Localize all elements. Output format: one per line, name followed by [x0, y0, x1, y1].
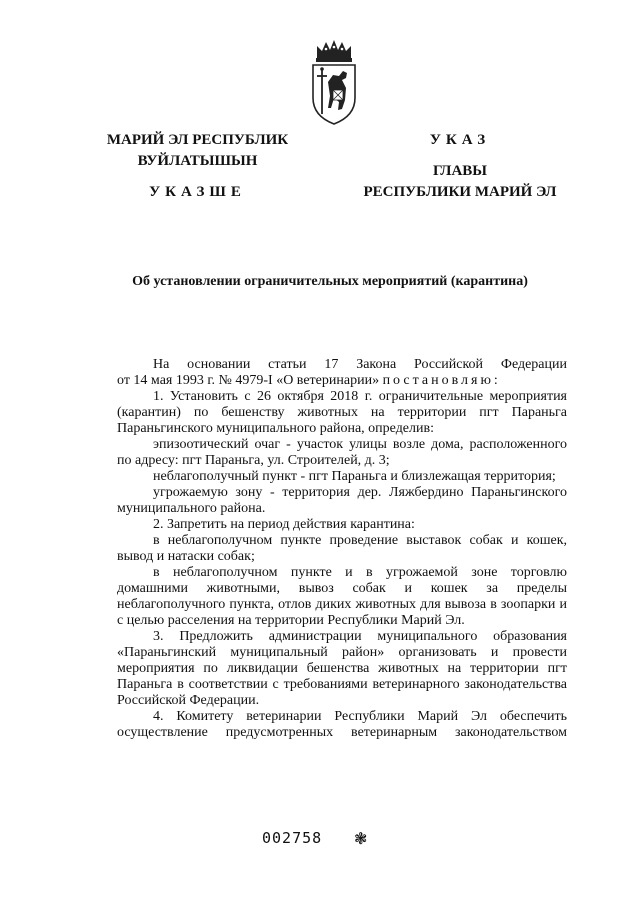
header-left-line1: МАРИЙ ЭЛ РЕСПУБЛИК [106, 132, 289, 148]
header-right-block [360, 130, 560, 203]
paragraph [117, 373, 567, 389]
paragraph: в неблагополучном пункте проведение выставок собак и кошек, вывод и натаски собак; [117, 533, 567, 564]
paragraph: 2. Запретить на период действия карантина: [153, 517, 415, 532]
paragraph: 4. Комитету ветеринарии Республики Марий Эл обеспечить осуществление предусмотренных ветеринарным законодательством [117, 709, 567, 740]
document-body [117, 357, 567, 741]
paragraph-text: от 14 мая 1993 г. № 4979-I «О ветеринарии» [117, 373, 380, 388]
header-left-decree: УКАЗШЕ [149, 184, 246, 200]
paragraph: На основании статьи 17 Закона Российской Федерации [153, 357, 567, 372]
header-left-line2: ВУЙЛАТЫШЫН [137, 153, 258, 169]
coat-of-arms-emblem [309, 38, 359, 126]
paragraph: в неблагополучном пункте и в угрожаемой зоне торговлю домашними животными, вывоз собак и кошек за пределы неблагополучного пункта, отлов диких животных для вывоза в зоопарки и с целью расселения на территории Республики Марий Эл. [117, 565, 567, 628]
header-left-block [100, 130, 295, 203]
header-right-line2: ГЛАВЫ [432, 163, 488, 179]
paragraph: эпизоотический очаг - участок улицы возле дома, расположенного по адресу: пгт Параньга, ул. Строителей, д. 3; [117, 437, 567, 468]
document-number: 002758 [262, 829, 323, 847]
paragraph: угрожаемую зону - территория дер. Ляжбердино Параньгинского муниципального района. [117, 485, 567, 516]
header-right-decree: УКАЗ [429, 132, 491, 148]
resolve-word: постановляю: [382, 373, 501, 388]
paragraph: неблагополучный пункт - пгт Параньга и близлежащая территория; [153, 469, 556, 484]
paragraph: 3. Предложить администрации муниципального образования «Параньгинский муниципальный район» организовать и провести мероприятия по ликвидации бешенства животных на территории пгт Параньга в соответствии с требованиями ветеринарного законодательства Российской Федерации. [117, 629, 567, 708]
header-right-line3: РЕСПУБЛИКИ МАРИЙ ЭЛ [363, 184, 557, 200]
ornament-mark: ❃ [354, 831, 368, 848]
paragraph: 1. Установить с 26 октября 2018 г. ограничительные мероприятия (карантин) по бешенству животных на территории пгт Параньга Параньгинского муниципального района, определив: [117, 389, 567, 436]
document-title: Об установлении ограничительных мероприятий (карантина) [132, 274, 528, 289]
